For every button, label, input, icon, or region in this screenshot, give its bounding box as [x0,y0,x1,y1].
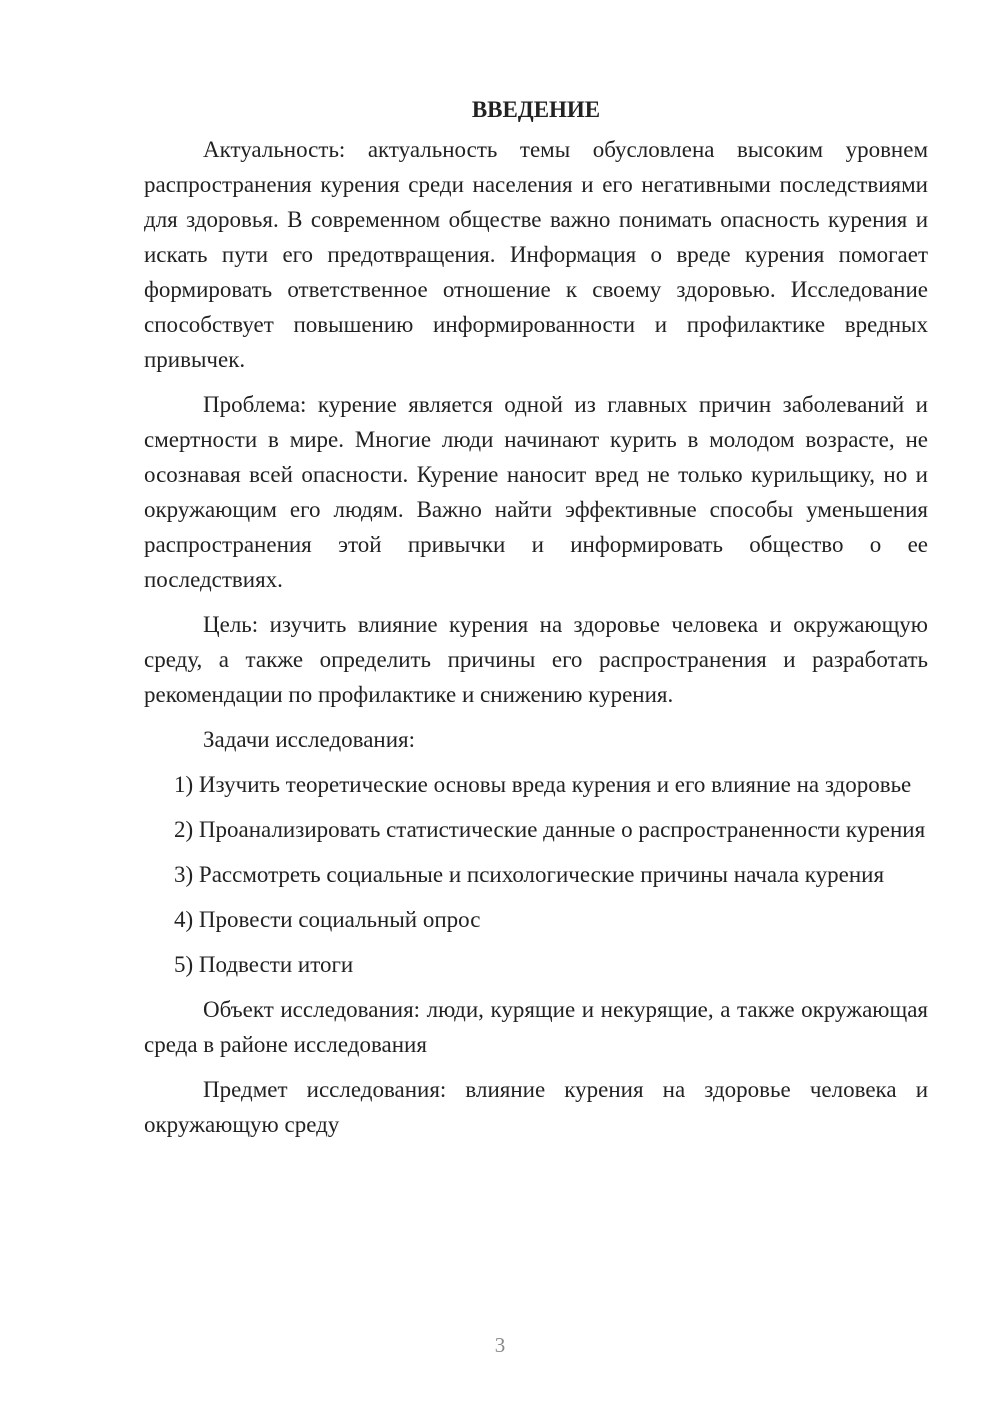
page-number: 3 [494,1333,506,1357]
paragraph-relevance: Актуальность: актуальность темы обусловлена высоким уровнем распространения курения среди населения и его негативными последствиями для здоровья. В современном обществе важно понимать опасность курения и искать пути его предотвращения. Информация о вреде курения помогает формировать ответственное отношение к своему здоровью. Исследование способствует повышению информированности и профилактике вредных привычек. [144,137,928,372]
paragraph-problem: Проблема: курение является одной из главных причин заболеваний и смертности в мире. Многие люди начинают курить в молодом возрасте, не осознавая всей опасности. Курение наносит вред не только курильщику, но и окружающим его людям. Важно найти эффективные способы уменьшения распространения этой привычки и информировать общество о ее последствиях. [144,392,928,592]
task-item-5: 5) Подвести итоги [174,952,354,977]
paragraph-goal: Цель: изучить влияние курения на здоровье человека и окружающую среду, а также определить причины его распространения и разработать рекомендации по профилактике и снижению курения. [144,612,928,707]
paragraph-subject: Предмет исследования: влияние курения на здоровье человека и окружающую среду [144,1077,928,1137]
document-page [144,92,928,1152]
task-item-1: 1) Изучить теоретические основы вреда курения и его влияние на здоровье [174,772,912,797]
page-title: ВВЕДЕНИЕ [471,97,601,122]
task-item-2: 2) Проанализировать статистические данные о распространенности курения [174,817,926,842]
task-item-3: 3) Рассмотреть социальные и психологические причины начала курения [174,862,885,887]
tasks-heading: Задачи исследования: [203,727,416,752]
task-item-4: 4) Провести социальный опрос [174,907,481,932]
paragraph-object: Объект исследования: люди, курящие и некурящие, а также окружающая среда в районе исследования [144,997,928,1057]
